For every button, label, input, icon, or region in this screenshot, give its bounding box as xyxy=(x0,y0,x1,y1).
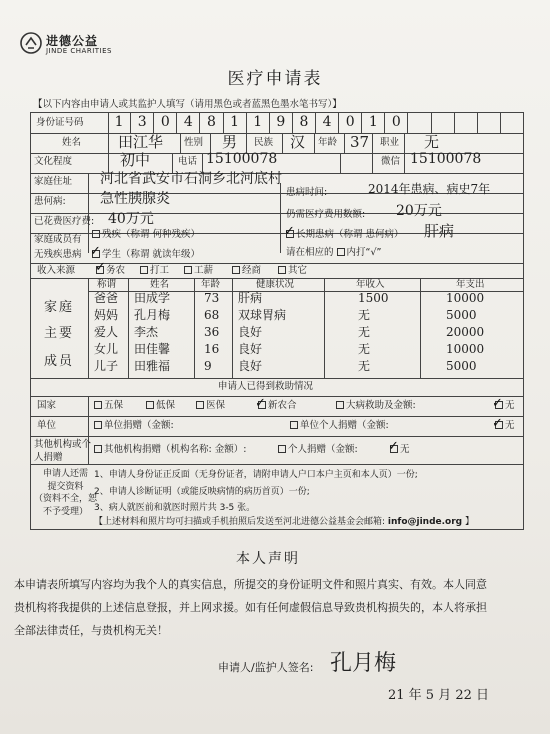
id-digit-box: 1 xyxy=(224,112,247,133)
org-name: 进德公益 xyxy=(46,34,99,48)
chronic-tick-mark: ✓ xyxy=(284,224,295,239)
income-other-checkbox[interactable] xyxy=(278,266,286,274)
family-cell-relation: 爱人 xyxy=(94,325,119,339)
col-divider xyxy=(280,183,281,253)
aid-other-none-tick-mark: ✓ xyxy=(388,439,399,454)
family-cell-health: 良好 xyxy=(238,359,263,373)
material-note: 【上述材料和照片均可扫描或手机拍照后发送至河北进德公益基金会邮箱: info@jinde.org 】 xyxy=(94,517,474,527)
chronic-note-value: 肝病 xyxy=(424,222,455,240)
aid-unit-label: 单位 xyxy=(37,420,57,431)
ethnicity-value: 汉 xyxy=(290,133,306,151)
tick-box-sample xyxy=(337,248,345,256)
row-divider xyxy=(30,396,524,397)
education-label: 文化程度 xyxy=(34,156,73,167)
col-divider xyxy=(128,278,129,378)
family-cell-age: 9 xyxy=(204,359,212,373)
id-digit-box xyxy=(501,112,524,133)
family-cell-income: 无 xyxy=(358,325,371,339)
id-digit-box xyxy=(478,112,501,133)
address-value: 河北省武安市石洞乡北河底村 xyxy=(100,171,282,187)
phone-label: 电话 xyxy=(178,156,198,167)
spent-label: 已花费医疗费: xyxy=(34,216,95,227)
name-value: 田江华 xyxy=(118,133,164,151)
id-digit-box: 0 xyxy=(339,112,362,133)
col-divider xyxy=(372,133,373,173)
col-divider xyxy=(246,133,247,153)
col-divider xyxy=(340,153,341,173)
family-cell-age: 36 xyxy=(204,325,220,339)
col-header-income: 年收入 xyxy=(356,279,385,290)
aid-nrcms-tick-mark: ✓ xyxy=(255,396,266,411)
occupation-label: 职业 xyxy=(380,137,400,148)
aid-unit-personal-option: 单位个人捐赠（金额: xyxy=(290,421,389,432)
family-disability-label: 家庭成员有 无残疾患病 xyxy=(34,234,82,261)
aid-unit-personal-checkbox[interactable] xyxy=(290,421,298,429)
disease-value: 急性胰腺炎 xyxy=(100,191,170,207)
aid-unit-donation-option: 单位捐赠（金额: xyxy=(94,421,174,432)
family-cell-expense: 5000 xyxy=(446,359,477,373)
disease-history-label: 患病时间: xyxy=(286,187,328,198)
aid-unit-donation-checkbox[interactable] xyxy=(94,421,102,429)
material-item-3: 3、病人就医前和就医时照片共 3-5 张。 xyxy=(94,503,256,513)
family-cell-relation: 妈妈 xyxy=(94,308,119,322)
gender-label: 性别 xyxy=(184,137,204,148)
family-cell-expense: 5000 xyxy=(446,308,477,322)
family-cell-health: 良好 xyxy=(238,325,263,339)
col-divider xyxy=(180,133,181,153)
row-divider xyxy=(30,436,524,437)
id-digit-box: 0 xyxy=(154,112,177,133)
wechat-value: 15100078 xyxy=(410,151,482,167)
student-option: 学生（称谓 就读年级） xyxy=(92,250,200,261)
id-digit-box: 1 xyxy=(108,112,131,133)
family-cell-age: 68 xyxy=(204,308,220,322)
col-divider xyxy=(232,278,233,378)
aid-other-org-checkbox[interactable] xyxy=(94,445,102,453)
family-cell-age: 16 xyxy=(204,342,220,356)
id-digit-box: 1 xyxy=(362,112,385,133)
aid-wubao-option: 五保 xyxy=(94,401,123,412)
aid-major-none-tick-mark: ✓ xyxy=(492,396,503,411)
family-cell-relation: 儿子 xyxy=(94,359,119,373)
id-digit-box: 4 xyxy=(177,112,200,133)
income-salary-option: 工薪 xyxy=(184,266,213,277)
family-cell-income: 无 xyxy=(358,342,371,356)
declaration-line-2: 贵机构将我提供的上述信息登报，并上网求援。如有任何虚假信息导致贵机构损失的，本人将承担 xyxy=(14,601,487,614)
family-cell-health: 良好 xyxy=(238,342,263,356)
col-divider xyxy=(314,133,315,153)
col-divider xyxy=(202,153,203,173)
name-label: 姓名 xyxy=(62,137,82,148)
age-value: 37 xyxy=(350,133,370,151)
row-divider xyxy=(30,464,524,465)
col-header-health: 健康状况 xyxy=(256,279,295,290)
materials-label: 申请人还需 提交资料 （资料不全，恕 不予受理） xyxy=(34,469,98,517)
col-header-expense: 年支出 xyxy=(456,279,485,290)
ethnicity-label: 民族 xyxy=(254,137,274,148)
declaration-line-3: 全部法律责任，与贵机构无关！ xyxy=(14,624,168,637)
address-label: 家庭住址 xyxy=(34,176,73,187)
material-item-2: 2、申请人诊断证明（或能反映病情的病历首页）一份; xyxy=(94,487,310,497)
id-number-label: 身份证号码 xyxy=(36,117,84,128)
income-farm-option: 务农 xyxy=(96,266,125,277)
family-cell-expense: 20000 xyxy=(446,325,485,339)
remaining-label: 仍需医疗费用数额: xyxy=(286,209,366,220)
col-header-name: 姓名 xyxy=(150,279,170,290)
family-cell-age: 73 xyxy=(204,291,220,305)
signature-label: 申请人/监护人签名: xyxy=(218,661,314,674)
id-digit-box xyxy=(455,112,478,133)
family-cell-name: 田雅福 xyxy=(134,359,171,373)
col-divider xyxy=(194,278,195,378)
aid-medical-ins-checkbox[interactable] xyxy=(196,401,204,409)
family-cell-relation: 女儿 xyxy=(94,342,119,356)
aid-other-personal-option: 个人捐赠（金额: xyxy=(278,445,358,456)
row-divider xyxy=(30,213,524,214)
row-divider xyxy=(30,133,524,134)
aid-major-none-option: 无 xyxy=(495,401,515,412)
family-cell-name: 孔月梅 xyxy=(134,308,171,322)
col-divider xyxy=(210,133,211,153)
id-number-boxes xyxy=(108,112,524,133)
col-divider xyxy=(88,278,89,378)
col-divider xyxy=(172,153,173,173)
income-work-checkbox[interactable] xyxy=(140,266,148,274)
income-farm-tick-mark: ✓ xyxy=(95,260,106,275)
material-item-1: 1、申请人身份证正反面（无身份证者，请附申请人户口本户主页和本人页）一份; xyxy=(94,470,418,480)
income-business-checkbox[interactable] xyxy=(232,266,240,274)
id-digit-box: 4 xyxy=(316,112,339,133)
declaration-title: 本人声明 xyxy=(236,551,300,567)
col-divider xyxy=(420,278,421,378)
signature-value: 孔月梅 xyxy=(330,651,397,676)
id-digit-box: 8 xyxy=(200,112,223,133)
income-work-option: 打工 xyxy=(140,266,169,277)
aid-other-org-option: 其他机构捐赠（机构名称: 金额）: xyxy=(94,445,246,456)
aid-wubao-checkbox[interactable] xyxy=(94,401,102,409)
spent-value: 40万元 xyxy=(108,211,154,227)
disability-checkbox[interactable] xyxy=(92,230,100,238)
family-members-label-3: 成员 xyxy=(44,354,75,369)
aid-other-none-option: 无 xyxy=(390,445,410,456)
family-cell-name: 李杰 xyxy=(134,325,159,339)
income-business-option: 经商 xyxy=(232,266,261,277)
aid-nrcms-option: 新农合 xyxy=(258,401,297,412)
family-cell-income: 无 xyxy=(358,359,371,373)
family-members-label-2: 主要 xyxy=(44,326,75,341)
student-tick-mark: ✓ xyxy=(90,244,101,259)
age-label: 年龄 xyxy=(318,137,338,148)
disease-history-value: 2014年患病、病史7年 xyxy=(368,182,491,196)
education-value: 初中 xyxy=(120,151,151,169)
family-cell-expense: 10000 xyxy=(446,291,485,305)
aid-unit-none-option: 无 xyxy=(495,421,515,432)
id-digit-box xyxy=(408,112,431,133)
family-cell-income: 无 xyxy=(358,308,371,322)
aid-dibao-checkbox[interactable] xyxy=(146,401,154,409)
family-cell-relation: 爸爸 xyxy=(94,291,119,305)
occupation-value: 无 xyxy=(424,133,440,151)
family-cell-name: 田佳馨 xyxy=(134,342,171,356)
declaration-line-1: 本申请表所填写内容均为我个人的真实信息，所提交的身份证明文件和照片真实、有效。本人同意 xyxy=(14,578,487,591)
row-divider xyxy=(30,378,524,379)
aid-major-illness-checkbox[interactable] xyxy=(336,401,344,409)
aid-medical-ins-option: 医保 xyxy=(196,401,225,412)
id-digit-box: 3 xyxy=(131,112,154,133)
id-digit-box: 8 xyxy=(293,112,316,133)
signature-date: 21 年 5 月 22 日 xyxy=(388,688,490,703)
col-header-relation: 称谓 xyxy=(97,279,117,290)
disease-label: 患何病: xyxy=(34,196,66,207)
aid-country-label: 国家 xyxy=(37,400,57,411)
tick-instruction: 请在相应的 内打“√” xyxy=(286,247,382,258)
id-digit-box xyxy=(432,112,455,133)
aid-major-illness-option: 大病救助及金额: xyxy=(336,401,416,412)
email-link[interactable]: info@jinde.org xyxy=(387,517,463,527)
id-digit-box: 9 xyxy=(270,112,293,133)
aid-other-label: 其他机构或个 人捐赠 xyxy=(34,439,92,463)
aid-dibao-option: 低保 xyxy=(146,401,175,412)
phone-value: 15100078 xyxy=(206,151,278,167)
row-divider xyxy=(30,416,524,417)
family-cell-income: 1500 xyxy=(358,291,389,305)
col-header-age: 年龄 xyxy=(201,279,221,290)
aid-section-title: 申请人已得到救助情况 xyxy=(218,381,314,392)
family-cell-health: 肝病 xyxy=(238,291,263,305)
family-cell-expense: 10000 xyxy=(446,342,485,356)
income-source-label: 收入来源 xyxy=(37,265,76,276)
jinde-charities-logo xyxy=(20,30,140,62)
instruction-text: 【以下内容由申请人或其监护人填写（请用黑色或者蓝黑色墨水笔书写）】 xyxy=(33,99,342,110)
family-cell-name: 田成学 xyxy=(134,291,171,305)
col-divider xyxy=(108,133,109,173)
hands-logo-icon xyxy=(20,32,42,54)
org-name-en: JINDE CHARITIES xyxy=(46,47,112,55)
gender-value: 男 xyxy=(222,133,238,151)
aid-other-personal-checkbox[interactable] xyxy=(278,445,286,453)
chronic-option: 长期患病（称谓 患何病） xyxy=(286,230,404,241)
id-digit-box: 0 xyxy=(385,112,408,133)
income-salary-checkbox[interactable] xyxy=(184,266,192,274)
col-divider xyxy=(282,133,283,153)
col-divider xyxy=(404,133,405,173)
col-divider xyxy=(324,278,325,378)
disability-option: 残疾（称谓 何种残疾） xyxy=(92,230,200,241)
remaining-value: 20万元 xyxy=(396,203,442,219)
family-cell-health: 双球胃病 xyxy=(238,308,287,322)
family-members-label-1: 家庭 xyxy=(44,300,75,315)
income-other-option: 其它 xyxy=(278,266,307,277)
id-digit-box: 1 xyxy=(247,112,270,133)
wechat-label: 微信 xyxy=(381,156,401,167)
aid-unit-none-tick-mark: ✓ xyxy=(492,416,503,431)
form-title: 医疗申请表 xyxy=(227,69,323,89)
col-divider xyxy=(344,133,345,153)
